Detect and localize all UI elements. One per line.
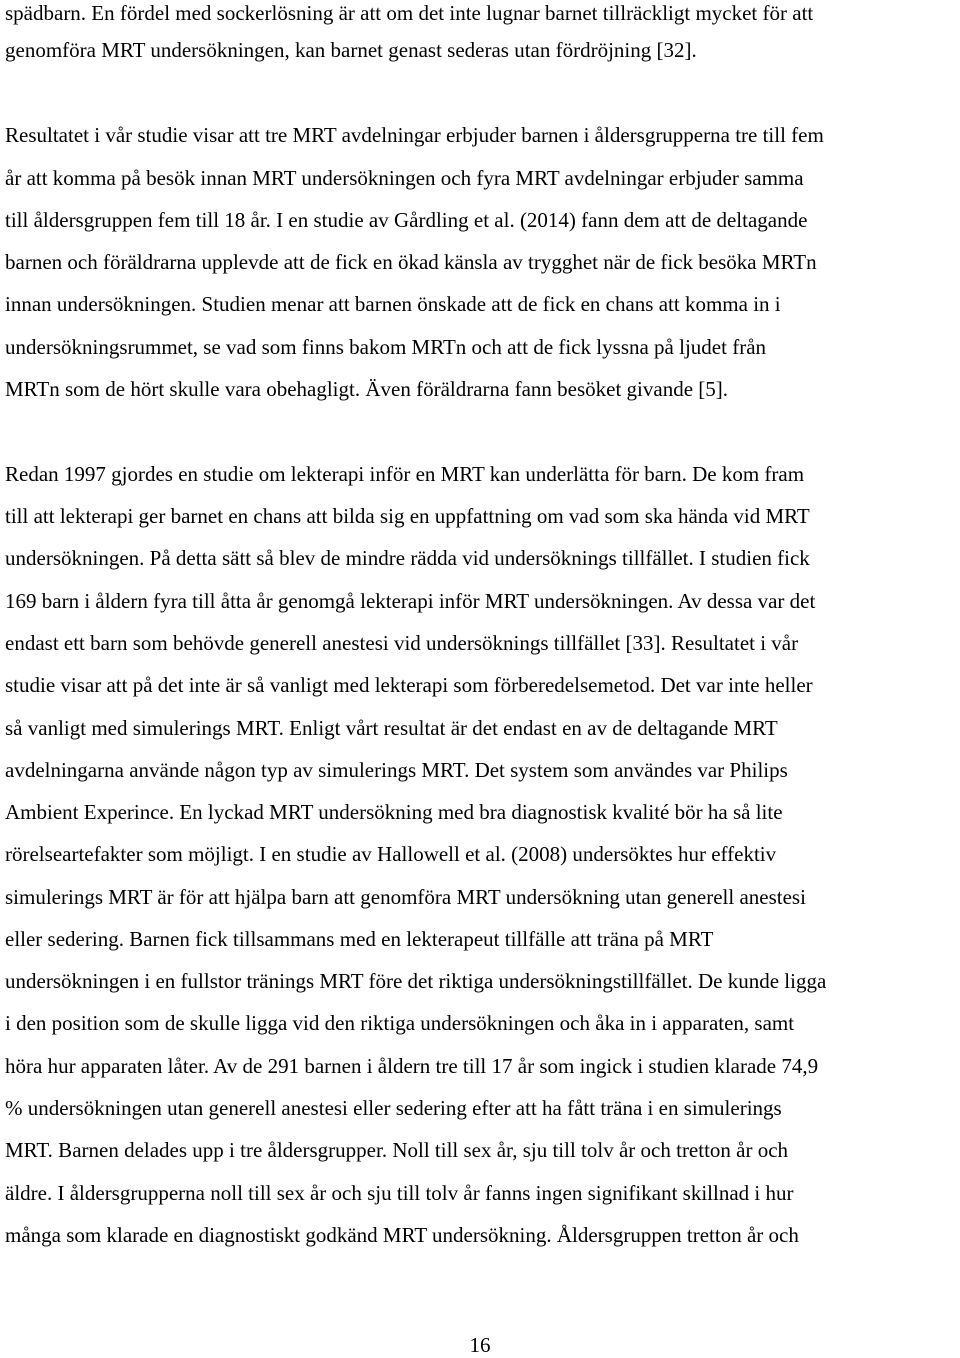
text-line: simulerings MRT är för att hjälpa barn att genomföra MRT undersökning utan generell anestesi: [5, 885, 806, 909]
text-line: 169 barn i åldern fyra till åtta år genomgå lekterapi inför MRT undersökningen. Av dessa var det: [5, 589, 816, 613]
text-line: studie visar att på det inte är så vanligt med lekterapi som förberedelsemetod. Det var inte heller: [5, 673, 813, 697]
text-line: Ambient Experince. En lyckad MRT undersökning med bra diagnostisk kvalité bör ha så lite: [5, 800, 783, 824]
text-line: genomföra MRT undersökningen, kan barnet genast sederas utan fördröjning [32].: [5, 38, 697, 62]
text-line: spädbarn. En fördel med sockerlösning är att om det inte lugnar barnet tillräckligt mycket för att: [5, 1, 814, 25]
text-line: endast ett barn som behövde generell anestesi vid undersöknings tillfället [33]. Resultatet i vår: [5, 631, 799, 655]
text-line: äldre. I åldersgrupperna noll till sex år och sju till tolv år fanns ingen signifikant skillnad i hur: [5, 1181, 794, 1205]
text-line: till åldersgruppen fem till 18 år. I en studie av Gårdling et al. (2014) fann dem att de deltagande: [5, 208, 808, 232]
text-line: barnen och föräldrarna upplevde att de fick en ökad känsla av trygghet när de fick besöka MRTn: [5, 250, 817, 274]
page-number: 16: [469, 1333, 491, 1357]
text-line: höra hur apparaten låter. Av de 291 barnen i åldern tre till 17 år som ingick i studien klarade 74,9: [5, 1054, 819, 1078]
text-line: Redan 1997 gjordes en studie om lekterapi inför en MRT kan underlätta för barn. De kom fram: [5, 462, 805, 486]
text-line: många som klarade en diagnostiskt godkänd MRT undersökning. Åldersgruppen tretton år och: [5, 1223, 799, 1247]
text-line: i den position som de skulle ligga vid den riktiga undersökningen och åka in i apparaten, samt: [5, 1011, 795, 1035]
text-line: undersökningen. På detta sätt så blev de mindre rädda vid undersöknings tillfället. I studien fick: [5, 546, 810, 570]
text-line: innan undersökningen. Studien menar att barnen önskade att de fick en chans att komma in i: [5, 292, 781, 316]
text-line: undersökningsrummet, se vad som finns bakom MRTn och att de fick lyssna på ljudet från: [5, 335, 767, 359]
text-line: till att lekterapi ger barnet en chans att bilda sig en uppfattning om vad som ska hända vid MRT: [5, 504, 810, 528]
text-line: Resultatet i vår studie visar att tre MRT avdelningar erbjuder barnen i åldersgrupperna tre till fem: [5, 123, 824, 147]
text-line: rörelseartefakter som möjligt. I en studie av Hallowell et al. (2008) undersöktes hur effektiv: [5, 842, 777, 866]
text-line: undersökningen i en fullstor tränings MRT före det riktiga undersökningstillfället. De kunde ligga: [5, 969, 827, 993]
text-line: MRT. Barnen delades upp i tre åldersgrupper. Noll till sex år, sju till tolv år och tretton år och: [5, 1138, 789, 1162]
text-line: år att komma på besök innan MRT undersökningen och fyra MRT avdelningar erbjuder samma: [5, 166, 804, 190]
text-line: så vanligt med simulerings MRT. Enligt vårt resultat är det endast en av de deltagande MRT: [5, 716, 778, 740]
text-line: MRTn som de hört skulle vara obehagligt. Även föräldrarna fann besöket givande [5].: [5, 377, 729, 401]
text-line: avdelningarna använde någon typ av simulerings MRT. Det system som användes var Philips: [5, 758, 788, 782]
text-line: eller sedering. Barnen fick tillsammans med en lekterapeut tillfälle att träna på MRT: [5, 927, 714, 951]
text-line: % undersökningen utan generell anestesi eller sedering efter att ha fått träna i en simulerings: [5, 1096, 782, 1120]
